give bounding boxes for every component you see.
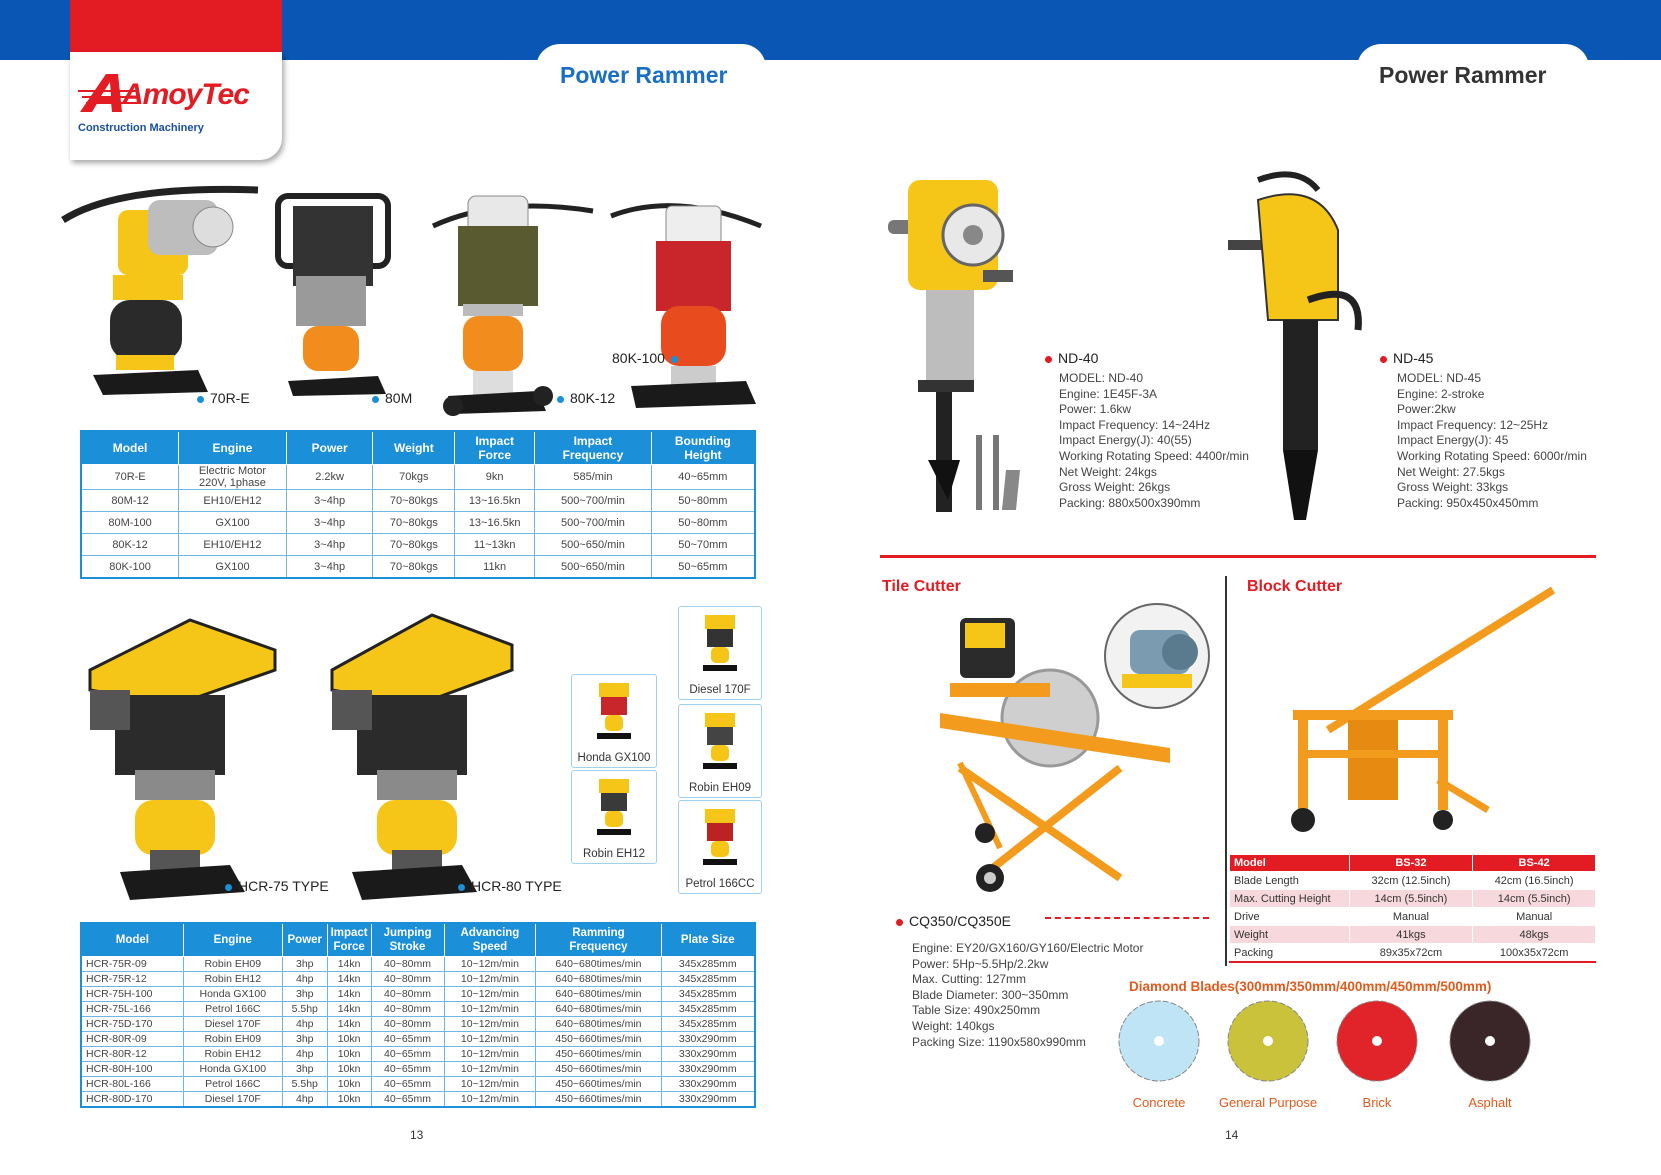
right-page-title: Power Rammer (1379, 62, 1547, 88)
product-label-80k-100: 80K-100 (612, 350, 684, 366)
tile-cutter-model-label: CQ350/CQ350E (896, 913, 1011, 929)
table-cell: 70~80kgs (373, 490, 455, 512)
thumb-label: Petrol 166CC (685, 878, 755, 890)
engine-thumb-diesel-170f (678, 606, 762, 700)
diamond-blades-title: Diamond Blades(300mm/350mm/400mm/450mm/500mm) (1129, 979, 1492, 994)
table-cell: 5.5hp (282, 1077, 327, 1092)
table-cell: 40~65mm (371, 1062, 444, 1077)
table-cell: 14cm (5.5inch) (1473, 890, 1596, 908)
page-number-left: 13 (410, 1128, 424, 1142)
product-label-hcr-80: HCR-80 TYPE (458, 878, 562, 894)
table-cell: 4hp (282, 972, 327, 987)
spec-line: Impact Frequency: 14~24Hz (1059, 417, 1211, 432)
thumb-label: Diesel 170F (689, 684, 751, 696)
table-cell: 450~660times/min (536, 1032, 661, 1047)
spec-line: Impact Frequency: 12~25Hz (1397, 417, 1549, 432)
table-cell: 40~80mm (371, 1002, 444, 1017)
block-cutter-spec-table (1229, 854, 1596, 963)
header-engine: Engine (183, 923, 282, 957)
header-bs-32: BS-32 (1349, 855, 1473, 872)
table-cell: 3~4hp (286, 534, 373, 556)
rammer-80m-image (268, 186, 403, 396)
rammer-hcr-80-image (322, 610, 522, 902)
spec-table-hcr (80, 922, 756, 1108)
table-cell: 42cm (16.5inch) (1473, 872, 1596, 890)
spec-line: Engine: 1E45F-3A (1059, 386, 1158, 401)
header-bs-42: BS-42 (1473, 855, 1596, 872)
table-cell: GX100 (179, 512, 287, 534)
table-cell: 500~700/min (535, 490, 652, 512)
table-cell: HCR-80R-09 (81, 1032, 183, 1047)
logo-red-block (70, 0, 282, 60)
table-cell: Max. Cutting Height (1230, 890, 1350, 908)
spec-line: Net Weight: 24kgs (1059, 464, 1157, 479)
bullet-icon (896, 919, 903, 926)
blade-label: Brick (1362, 1095, 1392, 1110)
table-cell: 10kn (327, 1032, 371, 1047)
product-label-nd-45: ND-45 (1380, 350, 1433, 366)
rammer-thumb-image (591, 777, 637, 839)
table-cell: 41kgs (1349, 926, 1473, 944)
page-number-right: 14 (1225, 1128, 1239, 1142)
tile-cutter-specs (912, 941, 1143, 1050)
table-cell: 585/min (535, 465, 652, 490)
header-advancing-speed: Advancing Speed (444, 923, 536, 957)
table-cell: 80M-12 (81, 490, 179, 512)
table-row (81, 1047, 755, 1062)
diamond-blade-icon (1335, 999, 1419, 1083)
table-cell: Diesel 170F (183, 1092, 282, 1108)
rammer-thumb-image (697, 711, 743, 773)
table-cell: 48kgs (1473, 926, 1596, 944)
spec-line: Working Rotating Speed: 6000r/min (1397, 448, 1587, 463)
table-cell: 10~12m/min (444, 1092, 536, 1108)
table-cell: 345x285mm (661, 972, 755, 987)
table-cell: 13~16.5kn (455, 490, 535, 512)
table-cell: 10~12m/min (444, 957, 536, 972)
table-cell: 10~12m/min (444, 1032, 536, 1047)
table-cell: 330x290mm (661, 1062, 755, 1077)
table-header-row (81, 923, 755, 957)
spec-line: Weight: 140kgs (912, 1018, 995, 1033)
table-cell: 32cm (12.5inch) (1349, 872, 1473, 890)
table-cell: Diesel 170F (183, 1017, 282, 1032)
spec-line: Engine: EY20/GX160/GY160/Electric Motor (912, 941, 1144, 955)
header-model: Model (1230, 855, 1350, 872)
table-header-row (1230, 855, 1596, 872)
table-cell: 70~80kgs (373, 512, 455, 534)
table-cell: 345x285mm (661, 957, 755, 972)
spec-line: Gross Weight: 26kgs (1059, 480, 1171, 495)
table-cell: 500~700/min (535, 512, 652, 534)
engine-thumb-robin-eh12 (571, 770, 657, 864)
table-cell: 640~680times/min (536, 957, 661, 972)
table-row (1230, 926, 1596, 944)
table-cell: HCR-80D-170 (81, 1092, 183, 1108)
table-cell: 40~65mm (371, 1047, 444, 1062)
table-cell: 50~70mm (651, 534, 755, 556)
product-label-nd-40: ND-40 (1045, 350, 1098, 366)
header-ramming-frequency: Ramming Frequency (536, 923, 661, 957)
table-cell: HCR-75H-100 (81, 987, 183, 1002)
table-cell: 40~80mm (371, 987, 444, 1002)
left-page-title: Power Rammer (560, 62, 728, 88)
table-cell: 9kn (455, 465, 535, 490)
electric-motor-inset-image (1102, 600, 1212, 712)
table-cell: 500~650/min (535, 556, 652, 579)
spec-line: Impact Energy(J): 45 (1397, 433, 1509, 448)
table-cell: 40~65mm (651, 465, 755, 490)
table-cell: 10kn (327, 1077, 371, 1092)
bullet-icon (197, 396, 204, 403)
table-cell: Petrol 166C (183, 1077, 282, 1092)
dashed-leader-line (1045, 917, 1209, 919)
product-label-70r-e: 70R-E (197, 390, 250, 406)
table-cell: 40~80mm (371, 972, 444, 987)
table-cell: Robin EH09 (183, 957, 282, 972)
logo-card (70, 52, 282, 160)
table-row (81, 556, 755, 579)
table-cell: Robin EH09 (183, 1032, 282, 1047)
product-label-80m: 80M (372, 390, 412, 406)
table-cell: 345x285mm (661, 1017, 755, 1032)
table-cell: 330x290mm (661, 1047, 755, 1062)
table-cell: 3hp (282, 957, 327, 972)
block-cutter-title: Block Cutter (1247, 578, 1343, 595)
bullet-icon (458, 884, 465, 891)
table-cell: Robin EH12 (183, 1047, 282, 1062)
spec-line: Max. Cutting: 127mm (912, 972, 1027, 987)
rammer-thumb-image (697, 807, 743, 869)
brand-name: AmoyTec (122, 78, 249, 111)
table-cell: 11kn (455, 556, 535, 579)
table-cell: 50~80mm (651, 512, 755, 534)
table-cell: Weight (1230, 926, 1350, 944)
table-row (81, 972, 755, 987)
block-cutter-image (1288, 580, 1563, 835)
header-power: Power (282, 923, 327, 957)
table-row (81, 957, 755, 972)
table-cell: 70~80kgs (373, 556, 455, 579)
diamond-blade-icon (1448, 999, 1532, 1083)
thumb-label: Robin EH12 (582, 848, 645, 860)
table-cell: Honda GX100 (183, 1062, 282, 1077)
spec-line: Power:2kw (1397, 402, 1456, 417)
table-cell: 3hp (282, 987, 327, 1002)
table-cell: 14kn (327, 1002, 371, 1017)
table-cell: 4hp (282, 1047, 327, 1062)
table-cell: 80K-12 (81, 534, 179, 556)
table-cell: 4hp (282, 1092, 327, 1108)
thumb-label: Honda GX100 (577, 752, 651, 764)
spec-line: Power: 5Hp~5.5Hp/2.2kw (912, 956, 1049, 971)
rammer-80k-12-image (428, 186, 598, 418)
rammer-80k-100-image (606, 186, 766, 411)
table-row (81, 1062, 755, 1077)
table-cell: 3~4hp (286, 512, 373, 534)
table-cell: Robin EH12 (183, 972, 282, 987)
table-cell: HCR-75R-12 (81, 972, 183, 987)
table-cell: 40~80mm (371, 957, 444, 972)
breaker-nd-40-image (888, 170, 1028, 530)
spec-line: Blade Diameter: 300~350mm (912, 987, 1069, 1002)
table-cell: 11~13kn (455, 534, 535, 556)
table-cell: Packing (1230, 944, 1350, 963)
header-impact-frequency: Impact Frequency (535, 431, 652, 465)
rammer-70r-e-image (58, 180, 273, 395)
thumb-label: Robin EH09 (688, 782, 751, 794)
table-cell: 10~12m/min (444, 1062, 536, 1077)
table-cell: 14kn (327, 957, 371, 972)
rammer-thumb-image (591, 681, 637, 743)
table-cell: HCR-80L-166 (81, 1077, 183, 1092)
nd-40-specs (1059, 371, 1249, 511)
table-cell: HCR-75D-170 (81, 1017, 183, 1032)
diamond-blade-icon (1226, 999, 1310, 1083)
blade-label: Asphalt (1468, 1095, 1512, 1110)
section-divider (880, 555, 1596, 558)
table-cell: 40~65mm (371, 1032, 444, 1047)
bullet-icon (671, 356, 678, 363)
table-row (81, 1002, 755, 1017)
table-header-row (81, 431, 755, 465)
table-cell: Petrol 166C (183, 1002, 282, 1017)
header-model: Model (81, 923, 183, 957)
engine-thumb-honda-gx100 (571, 674, 657, 768)
tile-cutter-title: Tile Cutter (882, 578, 961, 595)
table-cell: EH10/EH12 (179, 490, 287, 512)
table-cell: 640~680times/min (536, 1002, 661, 1017)
right-title-tab (1357, 44, 1589, 94)
table-cell: 14kn (327, 987, 371, 1002)
table-cell: 3hp (282, 1032, 327, 1047)
table-cell: 10kn (327, 1092, 371, 1108)
table-cell: Manual (1349, 908, 1473, 926)
table-cell: 10~12m/min (444, 1047, 536, 1062)
table-cell: 345x285mm (661, 987, 755, 1002)
header-impact-force: Impact Force (327, 923, 371, 957)
blade-label: Concrete (1132, 1095, 1186, 1110)
table-cell: HCR-80R-12 (81, 1047, 183, 1062)
table-cell: 40~65mm (371, 1092, 444, 1108)
diamond-blade-icon (1117, 999, 1201, 1083)
table-cell: 450~660times/min (536, 1047, 661, 1062)
header-bounding-height: Bounding Height (651, 431, 755, 465)
table-cell: 640~680times/min (536, 972, 661, 987)
nd-45-specs (1397, 371, 1587, 511)
breaker-nd-45-image (1228, 170, 1368, 530)
header-power: Power (286, 431, 373, 465)
table-cell: 80M-100 (81, 512, 179, 534)
table-cell: HCR-75L-166 (81, 1002, 183, 1017)
header-impact-force: Impact Force (455, 431, 535, 465)
bullet-icon (225, 884, 232, 891)
spec-line: Working Rotating Speed: 4400r/min (1059, 448, 1249, 463)
table-row (1230, 944, 1596, 963)
blade-label: General Purpose (1218, 1095, 1318, 1110)
table-row (81, 490, 755, 512)
table-cell: HCR-80H-100 (81, 1062, 183, 1077)
table-cell: 14kn (327, 972, 371, 987)
table-row (81, 1092, 755, 1108)
header-weight: Weight (373, 431, 455, 465)
table-cell: GX100 (179, 556, 287, 579)
table-cell: 500~650/min (535, 534, 652, 556)
product-label-80k-12: 80K-12 (557, 390, 615, 406)
table-cell: 50~80mm (651, 490, 755, 512)
table-cell: 10kn (327, 1062, 371, 1077)
table-cell: 2.2kw (286, 465, 373, 490)
spec-line: Packing: 950x450x450mm (1397, 495, 1539, 510)
table-row (81, 465, 755, 490)
table-cell: 3~4hp (286, 490, 373, 512)
bullet-icon (1045, 356, 1052, 363)
table-cell: Blade Length (1230, 872, 1350, 890)
spec-line: MODEL: ND-40 (1059, 371, 1144, 385)
table-row (81, 1032, 755, 1047)
table-cell: 5.5hp (282, 1002, 327, 1017)
header-model: Model (81, 431, 179, 465)
table-cell: HCR-75R-09 (81, 957, 183, 972)
rammer-hcr-75-image (80, 610, 285, 902)
table-row (1230, 908, 1596, 926)
table-cell: 80K-100 (81, 556, 179, 579)
brand-tagline: Construction Machinery (78, 122, 204, 134)
table-cell: 330x290mm (661, 1092, 755, 1108)
table-cell: 100x35x72cm (1473, 944, 1596, 963)
table-cell: 10kn (327, 1047, 371, 1062)
header-jumping-stroke: Jumping Stroke (371, 923, 444, 957)
header-engine: Engine (179, 431, 287, 465)
product-label-hcr-75: HCR-75 TYPE (225, 878, 329, 894)
rammer-thumb-image (697, 613, 743, 675)
spec-line: Table Size: 490x250mm (912, 1003, 1041, 1018)
table-cell: 640~680times/min (536, 1017, 661, 1032)
table-cell: 450~660times/min (536, 1092, 661, 1108)
table-cell: 10~12m/min (444, 1002, 536, 1017)
spec-line: Impact Energy(J): 40(55) (1059, 433, 1192, 448)
table-cell: 330x290mm (661, 1032, 755, 1047)
table-cell: 450~660times/min (536, 1062, 661, 1077)
table-row (81, 1017, 755, 1032)
spec-line: Gross Weight: 33kgs (1397, 480, 1509, 495)
table-cell: 40~65mm (371, 1077, 444, 1092)
bullet-icon (372, 396, 379, 403)
table-cell: 40~80mm (371, 1017, 444, 1032)
table-cell: 70~80kgs (373, 534, 455, 556)
table-cell: 70R-E (81, 465, 179, 490)
table-cell: 345x285mm (661, 1002, 755, 1017)
table-row (81, 1077, 755, 1092)
table-cell: 70kgs (373, 465, 455, 490)
table-cell: Honda GX100 (183, 987, 282, 1002)
spec-line: Power: 1.6kw (1059, 402, 1132, 417)
table-cell: 10~12m/min (444, 987, 536, 1002)
engine-thumb-robin-eh09 (678, 704, 762, 798)
table-cell: 450~660times/min (536, 1077, 661, 1092)
vertical-divider (1225, 576, 1227, 966)
spec-line: Packing: 880x500x390mm (1059, 495, 1201, 510)
bullet-icon (1380, 356, 1387, 363)
spec-line: Packing Size: 1190x580x990mm (912, 1034, 1086, 1049)
table-cell: Drive (1230, 908, 1350, 926)
table-row (81, 534, 755, 556)
engine-thumb-petrol-166cc (678, 800, 762, 894)
spec-line: MODEL: ND-45 (1397, 371, 1482, 385)
table-cell: 330x290mm (661, 1077, 755, 1092)
table-row (81, 512, 755, 534)
spec-table-rammers (80, 430, 756, 579)
table-cell: 50~65mm (651, 556, 755, 579)
table-cell: 3~4hp (286, 556, 373, 579)
table-row (1230, 872, 1596, 890)
header-plate-size: Plate Size (661, 923, 755, 957)
table-row (1230, 890, 1596, 908)
left-title-tab (536, 44, 766, 94)
table-cell: 10~12m/min (444, 1017, 536, 1032)
table-cell: Manual (1473, 908, 1596, 926)
table-cell: 14kn (327, 1017, 371, 1032)
table-cell: 3hp (282, 1062, 327, 1077)
table-cell: 89x35x72cm (1349, 944, 1473, 963)
spec-line: Engine: 2-stroke (1397, 386, 1485, 401)
spec-line: Net Weight: 27.5kgs (1397, 464, 1505, 479)
bullet-icon (557, 396, 564, 403)
table-row (81, 987, 755, 1002)
table-cell: 13~16.5kn (455, 512, 535, 534)
table-cell: 4hp (282, 1017, 327, 1032)
table-cell: EH10/EH12 (179, 534, 287, 556)
table-cell: 14cm (5.5inch) (1349, 890, 1473, 908)
table-cell: 10~12m/min (444, 972, 536, 987)
table-cell: Electric Motor 220V, 1phase (179, 465, 287, 490)
table-cell: 640~680times/min (536, 987, 661, 1002)
table-cell: 10~12m/min (444, 1077, 536, 1092)
